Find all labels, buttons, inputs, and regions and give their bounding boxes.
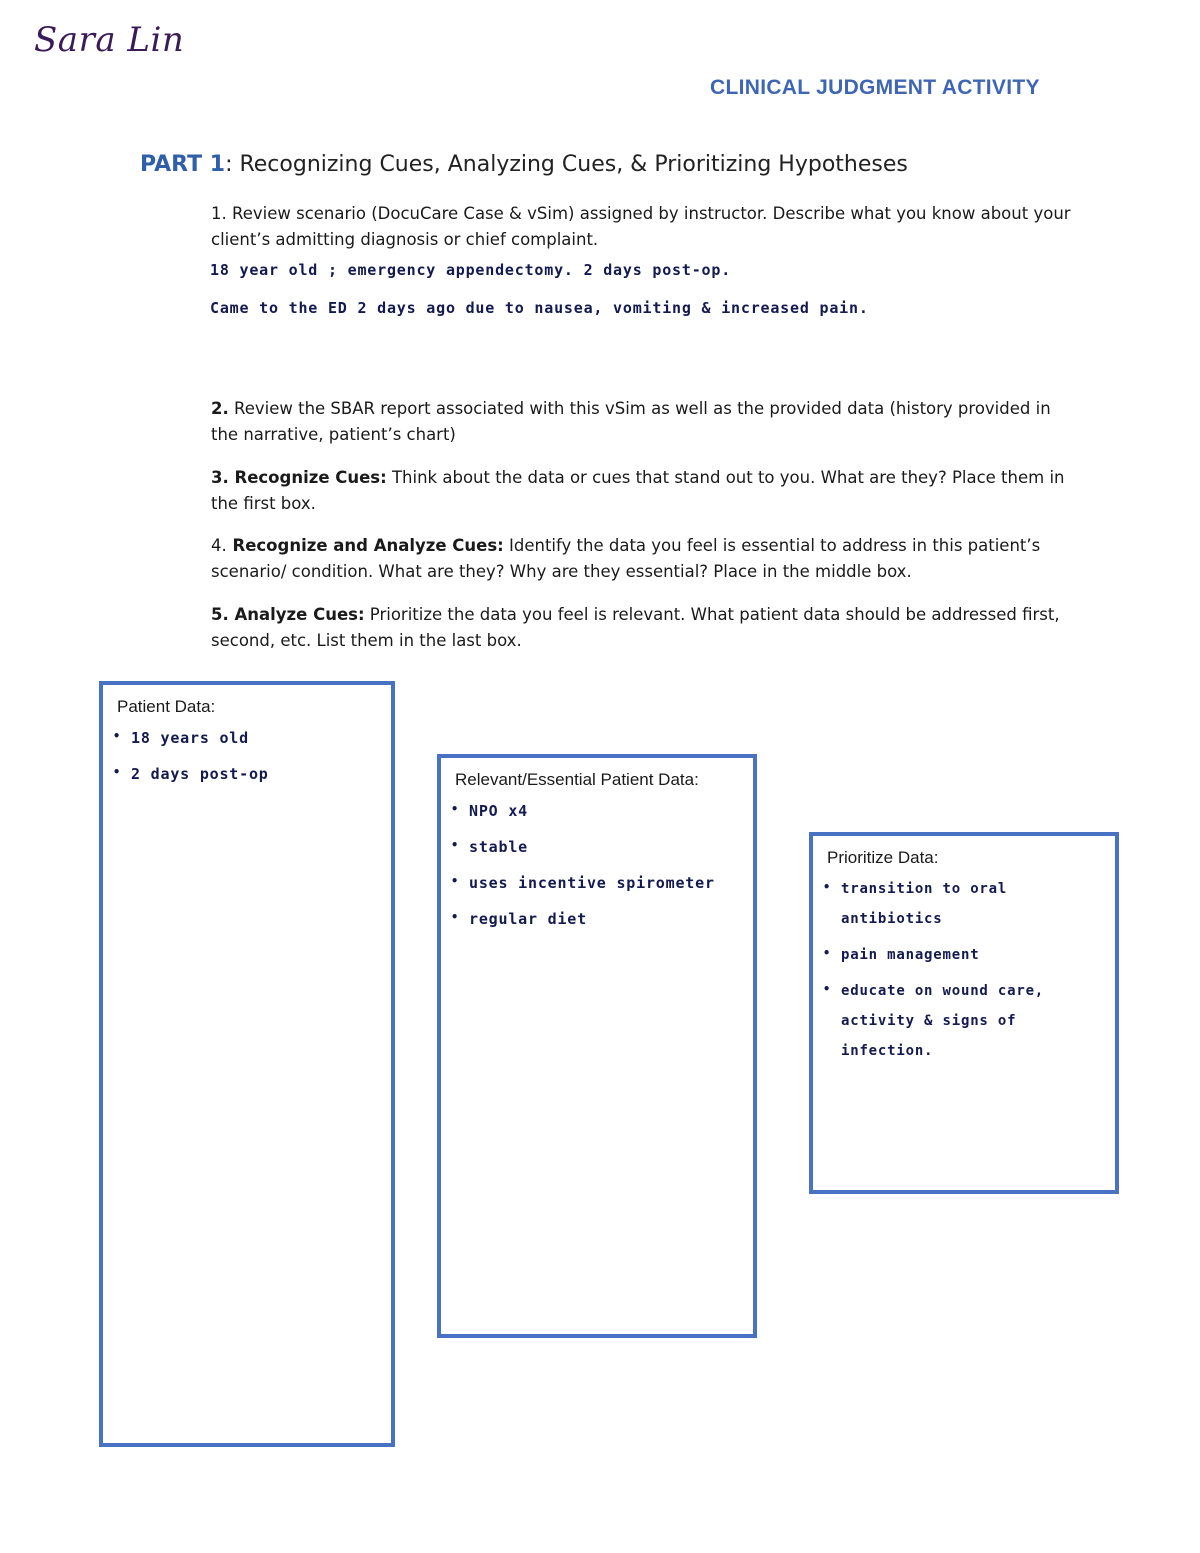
instruction-text: Review scenario (DocuCare Case & vSim) assigned by instructor. Describe what you know about your client’s admitting diagnosis or chief complaint. (211, 204, 1071, 249)
relevant-data-box (437, 754, 757, 1338)
prioritize-data-box (809, 832, 1119, 1194)
part-title-text: : Recognizing Cues, Analyzing Cues, & Prioritizing Hypotheses (225, 152, 908, 177)
instruction-item-1 (211, 201, 1071, 253)
list-item: • stable (449, 832, 745, 862)
instruction-text: Think about the data or cues that stand out to you. What are they? Place them in the first box. (211, 468, 1065, 513)
handwritten-answer-1 (210, 255, 1110, 323)
author-signature: Sara Lin (34, 20, 185, 60)
instruction-item-2 (211, 396, 1071, 448)
answer-line-1: 18 year old ; emergency appendectomy. 2 days post-op. (210, 261, 732, 279)
list-item: • transition to oral antibiotics (821, 874, 1107, 934)
document-title: CLINICAL JUDGMENT ACTIVITY (710, 76, 1040, 99)
instruction-text: Identify the data you feel is essential to address in this patient’s scenario/ condition. What are they? Why are they essential? Place in the middle box. (211, 536, 1041, 581)
instruction-number: 5. (211, 605, 229, 624)
list-item: • regular diet (449, 904, 745, 934)
instruction-bold: Recognize Cues: (228, 468, 387, 487)
list-item: • 18 years old (111, 723, 383, 753)
list-item: • uses incentive spirometer (449, 868, 745, 898)
list-item: • 2 days post-op (111, 759, 383, 789)
prioritize-data-label: Prioritize Data: (827, 848, 939, 867)
patient-data-box (99, 681, 395, 1447)
part-label: PART 1 (140, 152, 226, 177)
relevant-data-list (441, 796, 753, 934)
patient-data-list (103, 723, 391, 789)
instruction-item-3 (211, 465, 1071, 517)
part-heading (140, 152, 908, 177)
instruction-item-5 (211, 602, 1071, 654)
list-item: • pain management (821, 940, 1107, 970)
list-item: • NPO x4 (449, 796, 745, 826)
answer-line-2: Came to the ED 2 days ago due to nausea, vomiting & increased pain. (210, 299, 869, 317)
instruction-number: 3. (211, 468, 229, 487)
prioritize-data-list (813, 874, 1115, 1066)
instruction-bold: Recognize and Analyze Cues: (226, 536, 504, 555)
relevant-data-label: Relevant/Essential Patient Data: (455, 770, 699, 789)
list-item: • educate on wound care, activity & signs of infection. (821, 976, 1107, 1066)
instruction-number: 4. (211, 536, 227, 555)
instruction-text: Review the SBAR report associated with this vSim as well as the provided data (history provided in the narrative, patient’s chart) (211, 399, 1051, 444)
instruction-text: Prioritize the data you feel is relevant. What patient data should be addressed first, second, etc. List them in the last box. (211, 605, 1060, 650)
instruction-number: 1. (211, 204, 227, 223)
instruction-bold: Analyze Cues: (228, 605, 365, 624)
patient-data-label: Patient Data: (117, 697, 216, 716)
instruction-item-4 (211, 533, 1071, 585)
instruction-number: 2. (211, 399, 229, 418)
